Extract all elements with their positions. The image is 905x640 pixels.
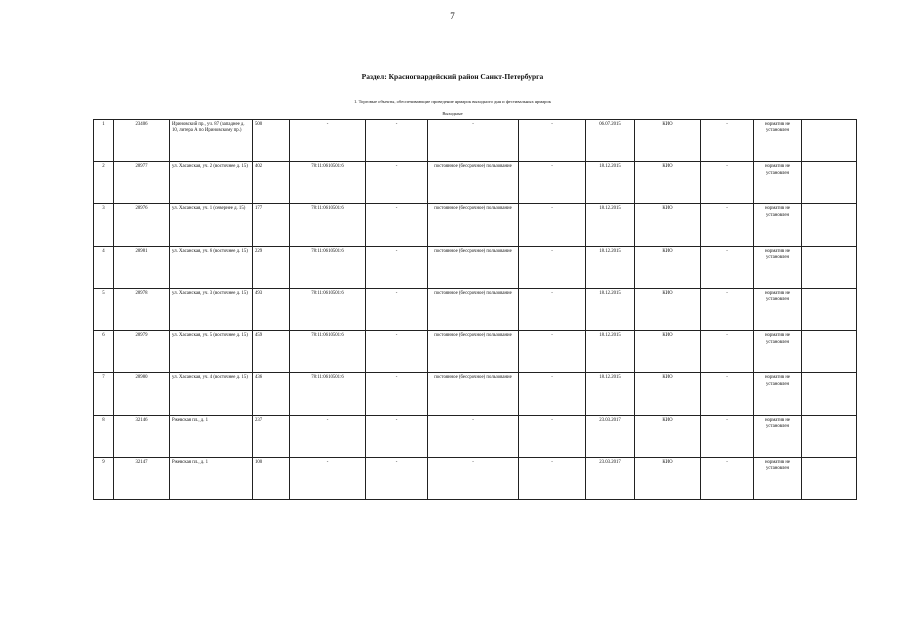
date-cell: 18.12.2015 [586,162,635,204]
area-cell: 459 [253,331,290,373]
row-number-cell: 3 [94,204,114,246]
date-cell: 23.03.2017 [586,457,635,499]
address-cell: ул. Хасанская, уч. 3 (восточнее д. 15) [170,288,253,330]
cadastral-number-cell: 78:11:0610501:6 [290,162,366,204]
row-number-cell: 8 [94,415,114,457]
column-13-cell [802,331,857,373]
organization-cell: КИО [635,162,701,204]
column-8-cell: - [519,246,586,288]
column-8-cell: - [519,120,586,162]
column-11-cell: - [701,120,754,162]
organization-cell: КИО [635,288,701,330]
object-code-cell: 28977 [114,162,170,204]
organization-cell: КИО [635,204,701,246]
row-number-cell: 7 [94,373,114,415]
row-number-cell: 5 [94,288,114,330]
column-8-cell: - [519,457,586,499]
status-cell: норматив не установлен [754,162,802,204]
cadastral-number-cell: 78:11:0610501:6 [290,373,366,415]
column-8-cell: - [519,331,586,373]
address-cell: ул. Хасанская, уч. 6 (восточнее д. 15) [170,246,253,288]
column-13-cell [802,246,857,288]
column-8-cell: - [519,288,586,330]
right-type-cell: постоянное (бессрочное) пользование [428,373,519,415]
cadastral-number-cell: - [290,415,366,457]
object-code-cell: 28979 [114,331,170,373]
column-6-cell: - [366,204,428,246]
address-cell: Ириновский пр., уч. 87 (западнее д. 10, литера А по Ириновскому пр.) [170,120,253,162]
column-8-cell: - [519,373,586,415]
status-cell: норматив не установлен [754,331,802,373]
column-6-cell: - [366,331,428,373]
address-cell: Ржевская пл., д. 1 [170,457,253,499]
table-row [94,246,857,288]
row-number-cell: 6 [94,331,114,373]
object-code-cell: 32146 [114,415,170,457]
date-cell: 18.12.2015 [586,331,635,373]
table-row [94,204,857,246]
column-13-cell [802,162,857,204]
table-row [94,120,857,162]
table-row [94,457,857,499]
column-13-cell [802,415,857,457]
table-row [94,162,857,204]
cadastral-number-cell: - [290,120,366,162]
object-code-cell: 28978 [114,288,170,330]
column-13-cell [802,288,857,330]
column-6-cell: - [366,246,428,288]
column-11-cell: - [701,246,754,288]
area-cell: 500 [253,120,290,162]
column-6-cell: - [366,162,428,204]
address-cell: Ржевская пл., д. 1 [170,415,253,457]
column-6-cell: - [366,120,428,162]
right-type-cell: постоянное (бессрочное) пользование [428,246,519,288]
status-cell: норматив не установлен [754,204,802,246]
object-code-cell: 28976 [114,204,170,246]
address-cell: ул. Хасанская, уч. 5 (восточнее д. 15) [170,331,253,373]
table-row [94,373,857,415]
date-cell: 18.12.2015 [586,373,635,415]
row-number-cell: 1 [94,120,114,162]
column-8-cell: - [519,162,586,204]
cadastral-number-cell: 78:11:0610501:6 [290,204,366,246]
status-cell: норматив не установлен [754,457,802,499]
area-cell: 493 [253,288,290,330]
data-table [93,119,857,500]
address-cell: ул. Хасанская, уч. 4 (восточнее д. 15) [170,373,253,415]
section-title: Раздел: Красногвардейский район Санкт-Петербурга [361,72,544,81]
date-cell: 23.03.2017 [586,415,635,457]
area-cell: 237 [253,415,290,457]
row-number-cell: 2 [94,162,114,204]
status-cell: норматив не установлен [754,415,802,457]
column-11-cell: - [701,331,754,373]
column-11-cell: - [701,204,754,246]
right-type-cell: постоянное (бессрочное) пользование [428,288,519,330]
column-11-cell: - [701,457,754,499]
status-cell: норматив не установлен [754,120,802,162]
organization-cell: КИО [635,373,701,415]
object-code-cell: 28980 [114,373,170,415]
right-type-cell: - [428,415,519,457]
subtitle: 1. Торговые объекты, обеспечивающие проведение ярмарок выходного дня и фестивальных ярмарок [353,99,551,104]
right-type-cell: постоянное (бессрочное) пользование [428,204,519,246]
row-number-cell: 9 [94,457,114,499]
column-8-cell: - [519,415,586,457]
cadastral-number-cell: 78:11:0610501:6 [290,246,366,288]
column-6-cell: - [366,373,428,415]
status-cell: норматив не установлен [754,288,802,330]
status-cell: норматив не установлен [754,246,802,288]
organization-cell: КИО [635,120,701,162]
right-type-cell: - [428,120,519,162]
column-11-cell: - [701,162,754,204]
object-code-cell: 32147 [114,457,170,499]
page-number: 7 [450,11,455,21]
column-6-cell: - [366,288,428,330]
column-13-cell [802,120,857,162]
organization-cell: КИО [635,457,701,499]
object-code-cell: 23406 [114,120,170,162]
table-row [94,331,857,373]
date-cell: 18.12.2015 [586,246,635,288]
date-cell: 18.12.2015 [586,204,635,246]
date-cell: 06.07.2015 [586,120,635,162]
right-type-cell: постоянное (бессрочное) пользование [428,331,519,373]
address-cell: ул. Хасанская, уч. 1 (севернее д. 15) [170,204,253,246]
area-cell: 100 [253,457,290,499]
subsubtitle: Выходные [442,111,463,116]
cadastral-number-cell: 78:11:0610501:6 [290,288,366,330]
column-11-cell: - [701,415,754,457]
organization-cell: КИО [635,331,701,373]
column-8-cell: - [519,204,586,246]
object-code-cell: 28981 [114,246,170,288]
area-cell: 177 [253,204,290,246]
table-row [94,288,857,330]
right-type-cell: постоянное (бессрочное) пользование [428,162,519,204]
cadastral-number-cell: 78:11:0610501:6 [290,331,366,373]
table-row [94,415,857,457]
column-13-cell [802,373,857,415]
column-6-cell: - [366,415,428,457]
column-13-cell [802,457,857,499]
area-cell: 229 [253,246,290,288]
column-13-cell [802,204,857,246]
row-number-cell: 4 [94,246,114,288]
right-type-cell: - [428,457,519,499]
organization-cell: КИО [635,246,701,288]
column-11-cell: - [701,373,754,415]
date-cell: 18.12.2015 [586,288,635,330]
column-11-cell: - [701,288,754,330]
column-6-cell: - [366,457,428,499]
area-cell: 402 [253,162,290,204]
status-cell: норматив не установлен [754,373,802,415]
organization-cell: КИО [635,415,701,457]
address-cell: ул. Хасанская, уч. 2 (восточнее д. 15) [170,162,253,204]
area-cell: 436 [253,373,290,415]
cadastral-number-cell: - [290,457,366,499]
